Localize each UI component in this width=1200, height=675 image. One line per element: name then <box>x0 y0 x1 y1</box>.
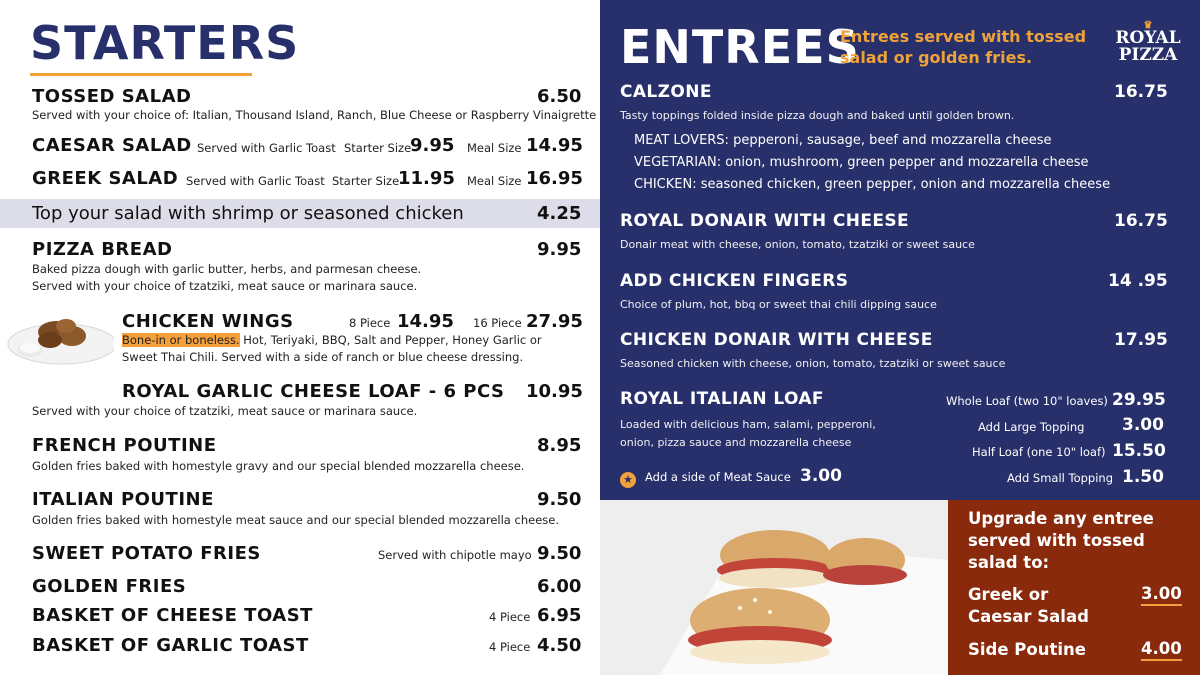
crown-icon: ♛ <box>1143 20 1153 31</box>
item-french-poutine: FRENCH POUTINE <box>32 435 217 456</box>
salad-topping-text: Top your salad with shrimp or seasoned chicken <box>32 203 464 224</box>
greek-meal-label: Meal Size <box>467 174 522 188</box>
desc-italian-loaf-2: onion, pizza sauce and mozzarella cheese <box>620 436 852 449</box>
item-caesar-salad: CAESAR SALAD <box>32 135 192 156</box>
starters-heading: STARTERS <box>30 16 300 70</box>
upgrade-heading: Upgrade any entree served with tossed salad to: <box>968 509 1154 572</box>
logo-line2: PIZZA <box>1118 45 1178 65</box>
large-topping-price: 3.00 <box>1122 415 1164 435</box>
desc-pizza-bread-2: Served with your choice of tzatziki, meat sauce or marinara sauce. <box>32 279 418 293</box>
sandwich-image <box>600 500 948 675</box>
price-garlic-cheese-loaf: 10.95 <box>526 381 583 402</box>
entrees-subtitle: Entrees served with tossed salad or golden fries. <box>840 27 1087 67</box>
wings-highlight: Bone-in or boneless. <box>122 333 240 347</box>
meat-sauce-label: Add a side of Meat Sauce <box>645 470 791 484</box>
desc-tossed-salad: Served with your choice of: Italian, Thousand Island, Ranch, Blue Cheese or Raspberry Vinaigrette <box>32 108 597 122</box>
wings-desc-rest: Hot, Teriyaki, BBQ, Salt and Pepper, Honey Garlic or <box>239 333 542 347</box>
item-chicken-donair: CHICKEN DONAIR WITH CHEESE <box>620 330 933 350</box>
desc-wings-1 <box>122 333 542 347</box>
half-loaf-price: 15.50 <box>1112 441 1166 461</box>
price-chicken-donair: 17.95 <box>1114 330 1168 350</box>
caesar-starter-label: Starter Size <box>344 141 412 155</box>
wings-opt1-price: 14.95 <box>397 311 454 332</box>
price-pizza-bread: 9.95 <box>537 239 582 260</box>
small-topping-price: 1.50 <box>1122 467 1164 487</box>
greek-starter-label: Starter Size <box>332 174 400 188</box>
meat-sauce-row <box>620 468 636 488</box>
item-italian-poutine: ITALIAN POUTINE <box>32 489 214 510</box>
logo-line1: ROYAL <box>1115 28 1181 48</box>
calzone-option-2: VEGETARIAN: onion, mushroom, green pepper and mozzarella cheese <box>634 155 1089 170</box>
item-greek-salad: GREEK SALAD <box>32 168 179 189</box>
calzone-option-3: CHICKEN: seasoned chicken, green pepper, onion and mozzarella cheese <box>634 177 1111 192</box>
desc-chicken-fingers: Choice of plum, hot, bbq or sweet thai chili dipping sauce <box>620 298 937 311</box>
desc-italian-poutine: Golden fries baked with homestyle meat sauce and our special blended mozzarella cheese. <box>32 513 559 527</box>
price-cheese-toast: 6.95 <box>537 605 582 626</box>
item-golden-fries: GOLDEN FRIES <box>32 576 187 597</box>
price-tossed-salad: 6.50 <box>537 86 582 107</box>
greek-starter-price: 11.95 <box>398 168 455 189</box>
small-topping-label: Add Small Topping <box>1007 471 1114 485</box>
half-loaf-label: Half Loaf (one 10" loaf) <box>972 445 1106 459</box>
royal-pizza-logo <box>1112 22 1184 64</box>
desc-french-poutine: Golden fries baked with homestyle gravy and our special blended mozzarella cheese. <box>32 459 525 473</box>
price-french-poutine: 8.95 <box>537 435 582 456</box>
price-calzone: 16.75 <box>1114 82 1168 102</box>
upgrade-opt2-price: 4.00 <box>1141 639 1182 661</box>
whole-loaf-label: Whole Loaf (two 10" loaves) <box>946 394 1108 408</box>
item-chicken-wings: CHICKEN WINGS <box>122 311 294 332</box>
desc-pizza-bread-1: Baked pizza dough with garlic butter, herbs, and parmesan cheese. <box>32 262 422 276</box>
item-garlic-toast: BASKET OF GARLIC TOAST <box>32 635 309 656</box>
whole-loaf-price: 29.95 <box>1112 390 1166 410</box>
meat-sauce-price: 3.00 <box>800 466 842 486</box>
wings-opt2-label: 16 Piece <box>473 316 522 330</box>
item-italian-loaf: ROYAL ITALIAN LOAF <box>620 389 824 409</box>
entrees-heading: ENTREES <box>620 20 860 74</box>
desc-calzone: Tasty toppings folded inside pizza dough and baked until golden brown. <box>620 109 1015 122</box>
item-cheese-toast: BASKET OF CHEESE TOAST <box>32 605 313 626</box>
caesar-meal-price: 14.95 <box>526 135 583 156</box>
desc-chicken-donair: Seasoned chicken with cheese, onion, tomato, tzatziki or sweet sauce <box>620 357 1006 370</box>
desc-royal-donair: Donair meat with cheese, onion, tomato, tzatziki or sweet sauce <box>620 238 975 251</box>
desc-wings-2: Sweet Thai Chili. Served with a side of ranch or blue cheese dressing. <box>122 350 524 364</box>
entrees-panel <box>600 0 1200 500</box>
starters-underline <box>30 73 252 76</box>
wings-opt1-label: 8 Piece <box>349 316 391 330</box>
item-chicken-fingers: ADD CHICKEN FINGERS <box>620 271 849 291</box>
item-garlic-cheese-loaf: ROYAL GARLIC CHEESE LOAF - 6 PCS <box>122 381 505 402</box>
wings-opt2-price: 27.95 <box>526 311 583 332</box>
price-royal-donair: 16.75 <box>1114 211 1168 231</box>
price-garlic-toast: 4.50 <box>537 635 582 656</box>
price-chicken-fingers: 14 .95 <box>1108 271 1168 291</box>
note-greek: Served with Garlic Toast <box>186 174 325 188</box>
salad-topping-price: 4.25 <box>537 203 582 224</box>
star-icon: ★ <box>620 472 636 488</box>
upgrade-opt1-line2: Caesar Salad <box>968 607 1089 626</box>
upgrade-opt1-line1: Greek or <box>968 585 1049 604</box>
calzone-option-1: MEAT LOVERS: pepperoni, sausage, beef and mozzarella cheese <box>634 133 1052 148</box>
price-sweet-potato-fries: 9.50 <box>537 543 582 564</box>
item-calzone: CALZONE <box>620 82 712 102</box>
large-topping-label: Add Large Topping <box>978 420 1085 434</box>
item-pizza-bread: PIZZA BREAD <box>32 239 173 260</box>
item-royal-donair: ROYAL DONAIR WITH CHEESE <box>620 211 910 231</box>
caesar-starter-price: 9.95 <box>410 135 455 156</box>
caesar-meal-label: Meal Size <box>467 141 522 155</box>
upgrade-opt1-price: 3.00 <box>1141 584 1182 606</box>
item-tossed-salad: TOSSED SALAD <box>32 86 192 107</box>
note-sweet-potato: Served with chipotle mayo <box>378 548 532 562</box>
greek-meal-price: 16.95 <box>526 168 583 189</box>
price-golden-fries: 6.00 <box>537 576 582 597</box>
note-cheese-toast: 4 Piece <box>489 610 531 624</box>
price-italian-poutine: 9.50 <box>537 489 582 510</box>
desc-italian-loaf-1: Loaded with delicious ham, salami, pepperoni, <box>620 418 876 431</box>
chicken-wings-image <box>4 306 114 368</box>
italian-loaf-photo <box>600 500 948 675</box>
note-caesar: Served with Garlic Toast <box>197 141 336 155</box>
item-sweet-potato-fries: SWEET POTATO FRIES <box>32 543 261 564</box>
desc-garlic-cheese-loaf: Served with your choice of tzatziki, meat sauce or marinara sauce. <box>32 404 418 418</box>
note-garlic-toast: 4 Piece <box>489 640 531 654</box>
upgrade-panel <box>948 500 1200 675</box>
upgrade-opt2-label: Side Poutine <box>968 640 1086 659</box>
